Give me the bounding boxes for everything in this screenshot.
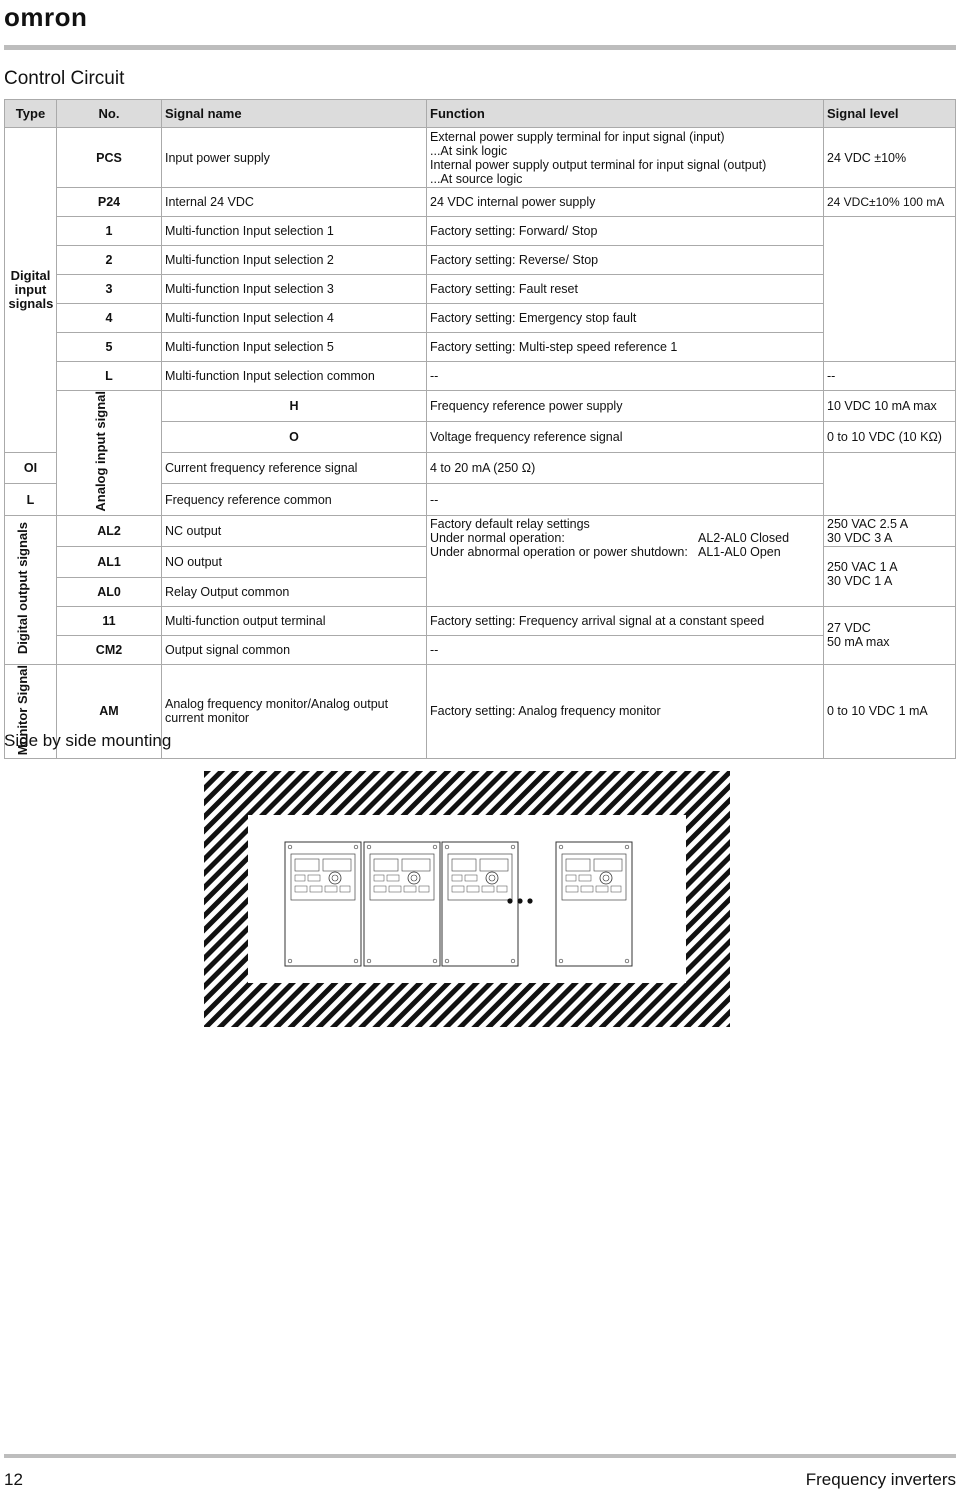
terminal-no: 4 — [57, 304, 162, 333]
header-signal-level: Signal level — [824, 100, 956, 128]
group-analog-input: Analog input signal — [57, 391, 162, 516]
terminal-no: 11 — [57, 606, 162, 635]
inverter-3 — [442, 842, 518, 966]
terminal-no: P24 — [57, 188, 162, 217]
page-number: 12 — [4, 1470, 23, 1489]
group-digital-output: Digital output signals — [5, 515, 57, 664]
inverter-2 — [364, 842, 440, 966]
signal-name: Input power supply — [162, 128, 427, 188]
footer-divider — [4, 1454, 956, 1458]
function-cell: Factory setting: Analog frequency monitor — [427, 664, 824, 758]
terminal-no: OI — [5, 453, 57, 484]
signal-name: Frequency reference common — [162, 484, 427, 515]
inverter-1 — [285, 842, 361, 966]
signal-level: 24 VDC ±10% — [824, 128, 956, 188]
control-circuit-table — [4, 99, 956, 759]
terminal-no: 3 — [57, 275, 162, 304]
terminal-no: H — [162, 391, 427, 422]
signal-name: Multi-function Input selection 1 — [162, 217, 427, 246]
table-row — [5, 333, 956, 362]
function-cell: Factory setting: Emergency stop fault — [427, 304, 824, 333]
table-row — [5, 246, 956, 275]
function-cell: -- — [427, 484, 824, 515]
table-row — [5, 515, 956, 546]
table-header-row — [5, 100, 956, 128]
function-cell: -- — [427, 362, 824, 391]
terminal-no: L — [5, 484, 57, 515]
terminal-no: AL2 — [57, 515, 162, 546]
signal-name: Analog frequency monitor/Analog output current monitor — [162, 664, 427, 758]
terminal-no: 5 — [57, 333, 162, 362]
function-cell: Factory setting: Fault reset — [427, 275, 824, 304]
table-row — [5, 217, 956, 246]
signal-name: Multi-function Input selection common — [162, 362, 427, 391]
terminal-no: 1 — [57, 217, 162, 246]
signal-name: Frequency reference power supply — [427, 391, 824, 422]
terminal-no: AL1 — [57, 546, 162, 577]
signal-name: Multi-function output terminal — [162, 606, 427, 635]
omron-logo: omron — [4, 2, 88, 32]
terminal-no: 2 — [57, 246, 162, 275]
signal-name: Multi-function Input selection 4 — [162, 304, 427, 333]
function-cell: -- — [427, 635, 824, 664]
sub-title: Side by side mounting — [4, 731, 172, 750]
function-cell: Factory setting: Frequency arrival signal at a constant speed — [427, 606, 824, 635]
function-cell: 0 to 10 VDC (10 KΩ) — [824, 422, 956, 453]
function-cell: 4 to 20 mA (250 Ω) — [427, 453, 824, 484]
function-cell: Factory setting: Reverse/ Stop — [427, 246, 824, 275]
header-type: Type — [5, 100, 57, 128]
inverter-4 — [556, 842, 632, 966]
group-digital-input: Digital input signals — [5, 128, 57, 453]
signal-name: Current frequency reference signal — [162, 453, 427, 484]
signal-name: Multi-function Input selection 5 — [162, 333, 427, 362]
function-cell: External power supply terminal for input signal (input) ...At sink logic Internal power supply output terminal for input signal (output) ...At source logic — [427, 128, 824, 188]
function-cell: 24 VDC internal power supply — [427, 188, 824, 217]
table-row — [5, 606, 956, 635]
function-cell: Factory default relay settings Under normal operation: AL2-AL0 Closed Under abnormal operation or power shutdown: AL1-AL0 Open — [427, 515, 824, 606]
signal-name: Internal 24 VDC — [162, 188, 427, 217]
signal-level: -- — [824, 362, 956, 391]
signal-name: NO output — [162, 546, 427, 577]
table-row — [5, 391, 956, 422]
function-cell: Factory setting: Multi-step speed reference 1 — [427, 333, 824, 362]
function-cell: Factory setting: Forward/ Stop — [427, 217, 824, 246]
table-row — [5, 188, 956, 217]
group-monitor: Monitor Signal — [5, 664, 57, 758]
table-row — [5, 362, 956, 391]
signal-name: NC output — [162, 515, 427, 546]
signal-level: 250 VAC 2.5 A 30 VDC 3 A — [824, 515, 956, 546]
header-no: No. — [57, 100, 162, 128]
signal-name: Multi-function Input selection 2 — [162, 246, 427, 275]
header-function: Function — [427, 100, 824, 128]
terminal-no: PCS — [57, 128, 162, 188]
terminal-no: AM — [57, 664, 162, 758]
ellipsis-dot — [507, 898, 512, 903]
function-cell: 10 VDC 10 mA max — [824, 391, 956, 422]
signal-name: Output signal common — [162, 635, 427, 664]
signal-level: 24 VDC±10% 100 mA — [824, 188, 956, 217]
signal-level — [824, 217, 956, 362]
side-by-side-mounting-diagram — [204, 771, 730, 1027]
table-row — [5, 304, 956, 333]
section-title: Control Circuit — [4, 68, 125, 89]
terminal-no: CM2 — [57, 635, 162, 664]
ellipsis-dot — [517, 898, 522, 903]
terminal-no: O — [162, 422, 427, 453]
terminal-no: L — [57, 362, 162, 391]
ellipsis-dot — [527, 898, 532, 903]
header-divider — [4, 45, 956, 50]
table-row — [5, 128, 956, 188]
signal-level: 250 VAC 1 A 30 VDC 1 A — [824, 546, 956, 606]
header-signal-name: Signal name — [162, 100, 427, 128]
signal-name: Relay Output common — [162, 577, 427, 606]
table-row — [5, 635, 956, 664]
signal-name: Voltage frequency reference signal — [427, 422, 824, 453]
signal-level: 27 VDC 50 mA max — [824, 606, 956, 664]
table-row — [5, 275, 956, 304]
footer-title: Frequency inverters — [805, 1470, 956, 1489]
terminal-no: AL0 — [57, 577, 162, 606]
signal-name: Multi-function Input selection 3 — [162, 275, 427, 304]
signal-level: 0 to 10 VDC 1 mA — [824, 664, 956, 758]
